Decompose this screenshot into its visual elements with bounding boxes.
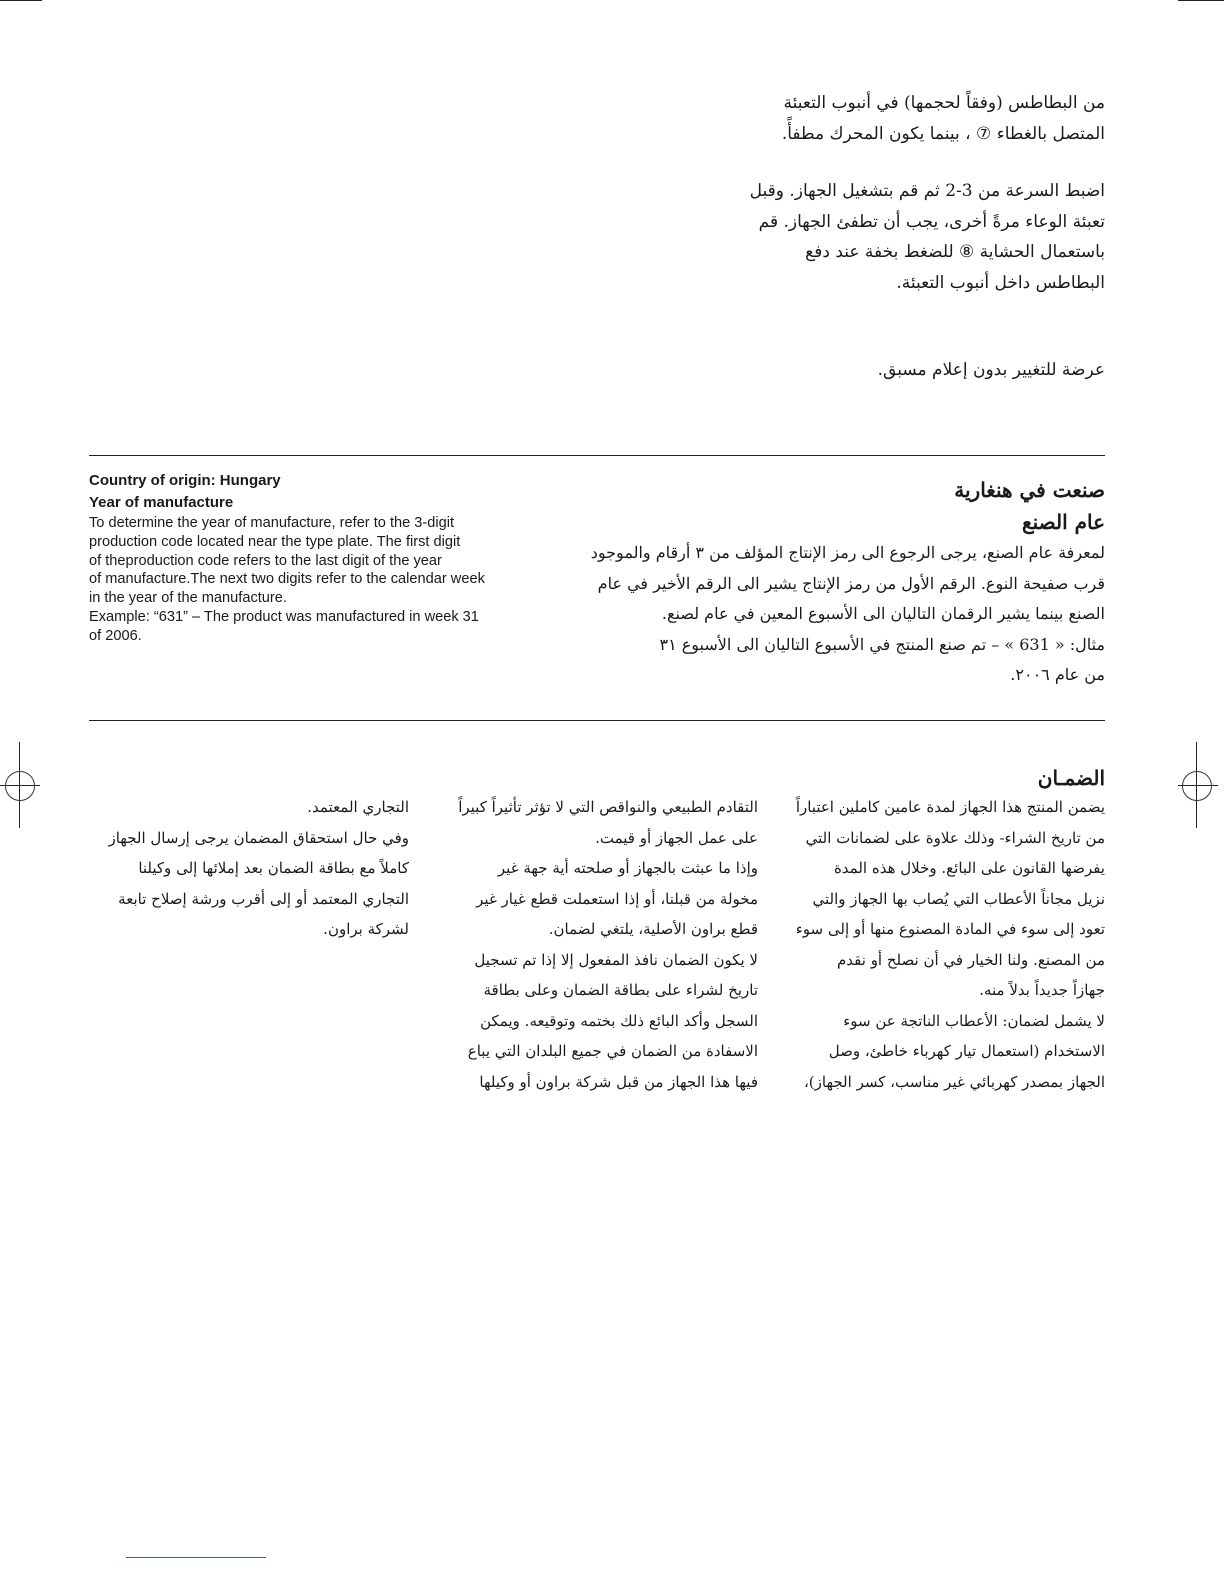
text-line: من تاريخ الشراء- وذلك علاوة على لضمانات التي — [805, 828, 1105, 847]
text-line: قطع براون الأصلية، يلتغي لضمان. — [548, 920, 758, 938]
section-divider-top — [89, 455, 1105, 456]
text-line: جهازاً جديداً بدلاً منه. — [979, 981, 1105, 999]
text-line: على عمل الجهاز أو قيمت. — [595, 828, 758, 847]
text-line: مثال: « 631 » – تم صنع المنتج في الأسبوع التاليان الى الأسبوع ٣١ — [659, 634, 1105, 654]
registration-mark-left-circle — [5, 771, 35, 801]
year-of-manufacture-heading-ar: عام الصنع — [1021, 510, 1105, 534]
warranty-column-1 — [795, 792, 1105, 1097]
text-line: لا يكون الضمان نافذ المفعول إلا إذا تم تسجيل — [474, 950, 758, 969]
text-line: التقادم الطبيعي والنواقص التي لا تؤثر تأثيراً كبيراً — [458, 798, 758, 816]
text-line: وإذا ما عبثت بالجهاز أو صلحته أية جهة غير — [497, 859, 758, 877]
text-line: of 2006. — [89, 627, 142, 644]
country-of-origin-ar: صنعت في هنغارية — [954, 478, 1105, 502]
text-line: المتصل بالغطاء ⑦ ، بينما يكون المحرك مطفأً. — [781, 123, 1105, 144]
text-line: of manufacture.The next two digits refer to the calendar week — [89, 571, 485, 588]
filling-paragraph-2 — [705, 176, 1105, 298]
text-line: من عام ٢٠٠٦. — [1010, 665, 1105, 684]
crop-mark-top-left — [0, 0, 42, 1]
text-line: الصنع بينما يشير الرقمان التاليان الى الأسبوع المعين في عام لصنع. — [661, 604, 1105, 623]
text-line: التجاري المعتمد. — [307, 798, 409, 816]
text-line: in the year of the manufacture. — [89, 590, 287, 607]
origin-english — [89, 470, 559, 646]
text-line: الاستخدام (استعمال تيار كهرباء خاطئ، وصل — [828, 1042, 1105, 1060]
text-line: تعبئة الوعاء مرةً أخرى، يجب أن تطفئ الجهاز. قم — [758, 211, 1105, 232]
crop-mark-top-right — [1178, 0, 1224, 1]
text-line: Example: “631” – The product was manufactured in week 31 — [89, 608, 479, 625]
warranty-column-2 — [438, 792, 758, 1097]
text-line: فيها هذا الجهاز من قبل شركة براون أو وكيلها — [479, 1072, 758, 1091]
text-line: التجاري المعتمد أو إلى أقرب ورشة إصلاح تابعة — [118, 889, 409, 908]
text-line: من البطاطس (وفقاً لحجمها) في أنبوب التعبئة — [783, 93, 1105, 113]
text-line: يفرضها القانون على البائع. وخلال هذه المدة — [833, 859, 1105, 877]
text-line: الجهاز بمصدر كهربائي غير مناسب، كسر الجهاز)، — [803, 1072, 1105, 1091]
text-line: مخولة من قبلنا، أو إذا استعملت قطع غيار غير — [476, 889, 758, 908]
filling-paragraph-1 — [705, 88, 1105, 149]
notice-text: عرضة للتغيير بدون إعلام مسبق. — [877, 360, 1105, 380]
text-line: كاملاً مع بطاقة الضمان بعد إملائها إلى وكيلنا — [138, 859, 409, 877]
text-line: الاسفادة من الضمان في جميع البلدان التي يباع — [467, 1042, 758, 1060]
text-line: البطاطس داخل أنبوب التعبئة. — [896, 272, 1105, 293]
text-line: السجل وأكد البائع ذلك بختمه وتوقيعه. ويمكن — [480, 1011, 758, 1030]
text-line: تعود إلى سوء في المادة المصنوع منها أو إلى سوء — [795, 920, 1105, 938]
change-notice — [705, 355, 1105, 386]
origin-arabic — [590, 474, 1105, 691]
text-line: production code located near the type plate. The first digit — [89, 533, 461, 550]
text-line: of theproduction code refers to the last digit of the year — [89, 552, 442, 569]
bottom-blue-rule — [126, 1557, 266, 1558]
text-line: To determine the year of manufacture, refer to the 3-digit — [89, 515, 455, 531]
text-line: باستعمال الحشاية ⑧ للضغط بخفة عند دفع — [805, 242, 1105, 262]
text-line: من المصنع. ولنا الخيار في أن نصلح أو نقدم — [837, 950, 1105, 969]
text-line: لا يشمل لضمان: الأعطاب الناتجة عن سوء — [843, 1011, 1105, 1030]
text-line: نزيل مجاناً الأعطاب التي يُصاب بها الجهاز والتي — [812, 889, 1105, 908]
text-line: اضبط السرعة من 3-2 ثم قم بتشغيل الجهاز. وقبل — [749, 181, 1105, 201]
text-line: لشركة براون. — [323, 920, 409, 938]
text-line: تاريخ لشراء على بطاقة الضمان وعلى بطاقة — [483, 981, 758, 999]
registration-mark-right-circle — [1182, 771, 1212, 801]
country-of-origin-en: Country of origin: Hungary — [89, 472, 281, 489]
text-line: لمعرفة عام الصنع، يرجى الرجوع الى رمز الإنتاج المؤلف من ٣ أرقام والموجود — [590, 543, 1105, 562]
warranty-column-3 — [109, 792, 409, 945]
text-line: قرب صفيحة النوع. الرقم الأول من رمز الإنتاج يشير الى الرقم الأخير في عام — [597, 573, 1105, 593]
text-line: يضمن المنتج هذا الجهاز لمدة عامين كاملين اعتباراً — [795, 798, 1105, 816]
warranty-heading: الضمـان — [1037, 766, 1105, 790]
text-line: وفي حال استحقاق المضمان يرجى إرسال الجهاز — [108, 828, 409, 847]
year-of-manufacture-heading-en: Year of manufacture — [89, 494, 234, 511]
section-divider-bottom — [89, 720, 1105, 721]
